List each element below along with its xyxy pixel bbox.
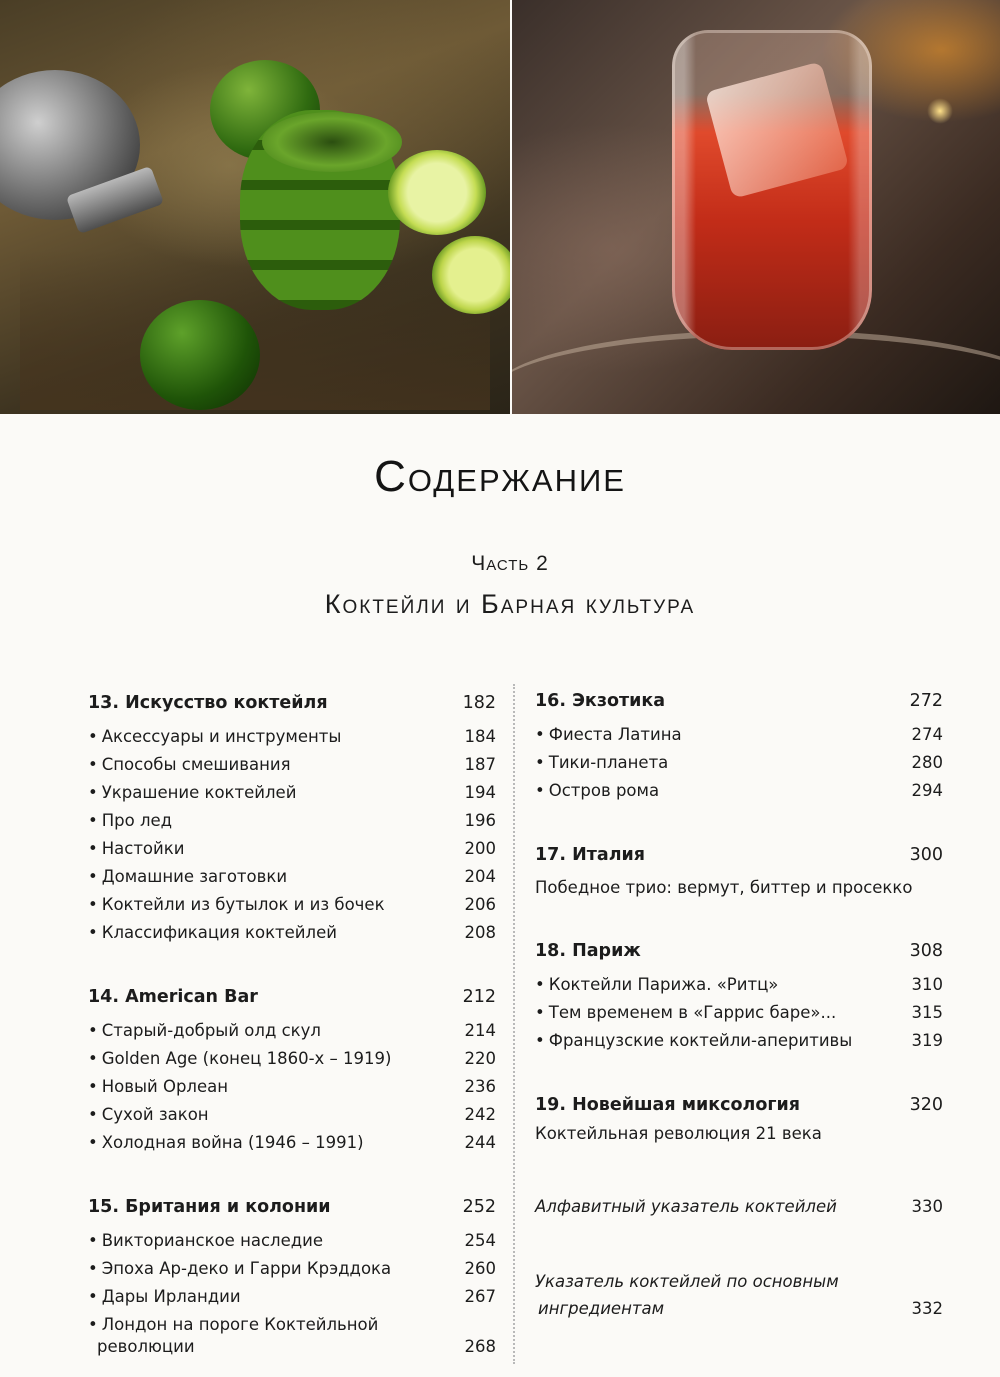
toc-page-number: 212 (462, 987, 496, 1007)
bullet-icon: • (535, 975, 545, 994)
toc-entry-title: • Тем временем в «Гаррис баре»... (535, 1003, 837, 1022)
toc-page-number: 214 (464, 1021, 496, 1040)
toc-page-number: 196 (464, 811, 496, 830)
toc-page-number: 208 (464, 923, 496, 942)
cocktail-photo (512, 0, 1000, 414)
bullet-icon: • (88, 1021, 98, 1040)
toc-page-number: 294 (911, 781, 943, 800)
toc-entry-title: • Новый Орлеан (88, 1077, 229, 1096)
toc-entry-title: 13. Искусство коктейля (88, 693, 328, 713)
bullet-icon: • (88, 1077, 98, 1096)
toc-page-number: 244 (464, 1133, 496, 1152)
bullet-icon: • (88, 1259, 98, 1278)
bullet-icon: • (535, 1031, 545, 1050)
page-title: Содержание (374, 452, 626, 501)
toc-page-number: 242 (464, 1105, 496, 1124)
toc-entry-title: • Тики-планета (535, 753, 669, 772)
toc-page-number: 236 (464, 1077, 496, 1096)
toc-page-number: 272 (909, 691, 943, 711)
toc-page-number: 194 (464, 783, 496, 802)
toc-page-number: 204 (464, 867, 496, 886)
bullet-icon: • (88, 811, 98, 830)
toc-page-number: 254 (464, 1231, 496, 1250)
bullet-icon: • (88, 1133, 98, 1152)
toc-entry-title: 16. Экзотика (535, 691, 666, 711)
toc-page-number: 319 (911, 1031, 943, 1050)
toc-page-number: 332 (911, 1299, 943, 1318)
toc-entry-title: • Старый-добрый олд скул (88, 1021, 321, 1040)
toc-entry-title: • Настойки (88, 839, 185, 858)
toc-page-number: 280 (911, 753, 943, 772)
toc-entry-title: • Лондон на пороге Коктейльной (88, 1315, 379, 1334)
toc-entry-title: • Дары Ирландии (88, 1287, 241, 1306)
toc-entry-title: Указатель коктейлей по основным (535, 1272, 839, 1291)
toc-entry-title: 15. Британия и колонии (88, 1197, 331, 1217)
part-label: Часть 2 (471, 552, 549, 575)
bullet-icon: • (88, 1231, 98, 1250)
bullet-icon: • (88, 895, 98, 914)
bullet-icon: • (88, 867, 98, 886)
bullet-icon: • (535, 753, 545, 772)
bullet-icon: • (88, 1315, 98, 1334)
toc-page-number: 184 (464, 727, 496, 746)
toc-entry-title: • Украшение коктейлей (88, 783, 297, 802)
toc-entry-title: 18. Париж (535, 941, 641, 961)
toc-page-number: 260 (464, 1259, 496, 1278)
bullet-icon: • (88, 923, 98, 942)
toc-entry-title: • Остров рома (535, 781, 660, 800)
toc-entry-title: • Классификация коктейлей (88, 923, 337, 942)
bullet-icon: • (88, 727, 98, 746)
toc-page-number: 267 (464, 1287, 496, 1306)
bullet-icon: • (535, 781, 545, 800)
toc-page-number: 315 (911, 1003, 943, 1022)
toc-page-number: 182 (462, 693, 496, 713)
toc-entry-title: Алфавитный указатель коктейлей (535, 1197, 837, 1216)
toc-entry-title: 14. American Bar (88, 987, 258, 1007)
toc-page-number: 310 (911, 975, 943, 994)
toc-entry-title: Победное трио: вермут, биттер и просекко (535, 878, 913, 897)
toc-entry-title: революции (97, 1337, 195, 1356)
toc-entry-title: ингредиентам (538, 1299, 665, 1318)
toc-page-number: 320 (909, 1095, 943, 1115)
toc-entry-title: 17. Италия (535, 845, 646, 865)
toc-entry-title: • Викторианское наследие (88, 1231, 324, 1250)
toc-entry-title: • Golden Age (конец 1860-х – 1919) (88, 1049, 392, 1068)
column-divider (513, 684, 515, 1364)
toc-entry-title: • Домашние заготовки (88, 867, 288, 886)
toc-page-number: 206 (464, 895, 496, 914)
limes-photo (0, 0, 510, 414)
bullet-icon: • (88, 1287, 98, 1306)
toc-page-number: 187 (464, 755, 496, 774)
toc-page-number: 330 (911, 1197, 943, 1216)
toc-entry-title: • Коктейли из бутылок и из бочек (88, 895, 385, 914)
bullet-icon: • (535, 1003, 545, 1022)
toc-entry-title: • Аксессуары и инструменты (88, 727, 342, 746)
bullet-icon: • (88, 783, 98, 802)
lime-peel-top (262, 112, 402, 172)
bullet-icon: • (88, 839, 98, 858)
toc-entry-title: • Сухой закон (88, 1105, 209, 1124)
bullet-icon: • (88, 755, 98, 774)
toc-entry-title: • Эпоха Ар-деко и Гарри Крэддока (88, 1259, 392, 1278)
toc-page-number: 220 (464, 1049, 496, 1068)
toc-entry-title: • Коктейли Парижа. «Ритц» (535, 975, 779, 994)
light-glow (927, 98, 953, 124)
toc-page-number: 308 (909, 941, 943, 961)
whole-lime (140, 300, 260, 410)
toc-entry-title: • Фиеста Латина (535, 725, 682, 744)
toc-page-number: 252 (462, 1197, 496, 1217)
toc-entry-title: Коктейльная революция 21 века (535, 1124, 822, 1143)
toc-page-number: 268 (464, 1337, 496, 1356)
toc-entry-title: 19. Новейшая миксология (535, 1095, 801, 1115)
lime-slice (388, 150, 486, 235)
bullet-icon: • (88, 1105, 98, 1124)
part-title: Коктейли и Барная культура (324, 589, 696, 619)
toc-entry-title: • Способы смешивания (88, 755, 291, 774)
bullet-icon: • (88, 1049, 98, 1068)
toc-entry-title: • Про лед (88, 811, 173, 830)
toc-entry-title: • Холодная война (1946 – 1991) (88, 1133, 364, 1152)
lime-slice (432, 236, 510, 314)
bullet-icon: • (535, 725, 545, 744)
toc-entry-title: • Французские коктейли-аперитивы (535, 1031, 853, 1050)
toc-page-number: 300 (909, 845, 943, 865)
toc-page-number: 274 (911, 725, 943, 744)
toc-page-number: 200 (464, 839, 496, 858)
